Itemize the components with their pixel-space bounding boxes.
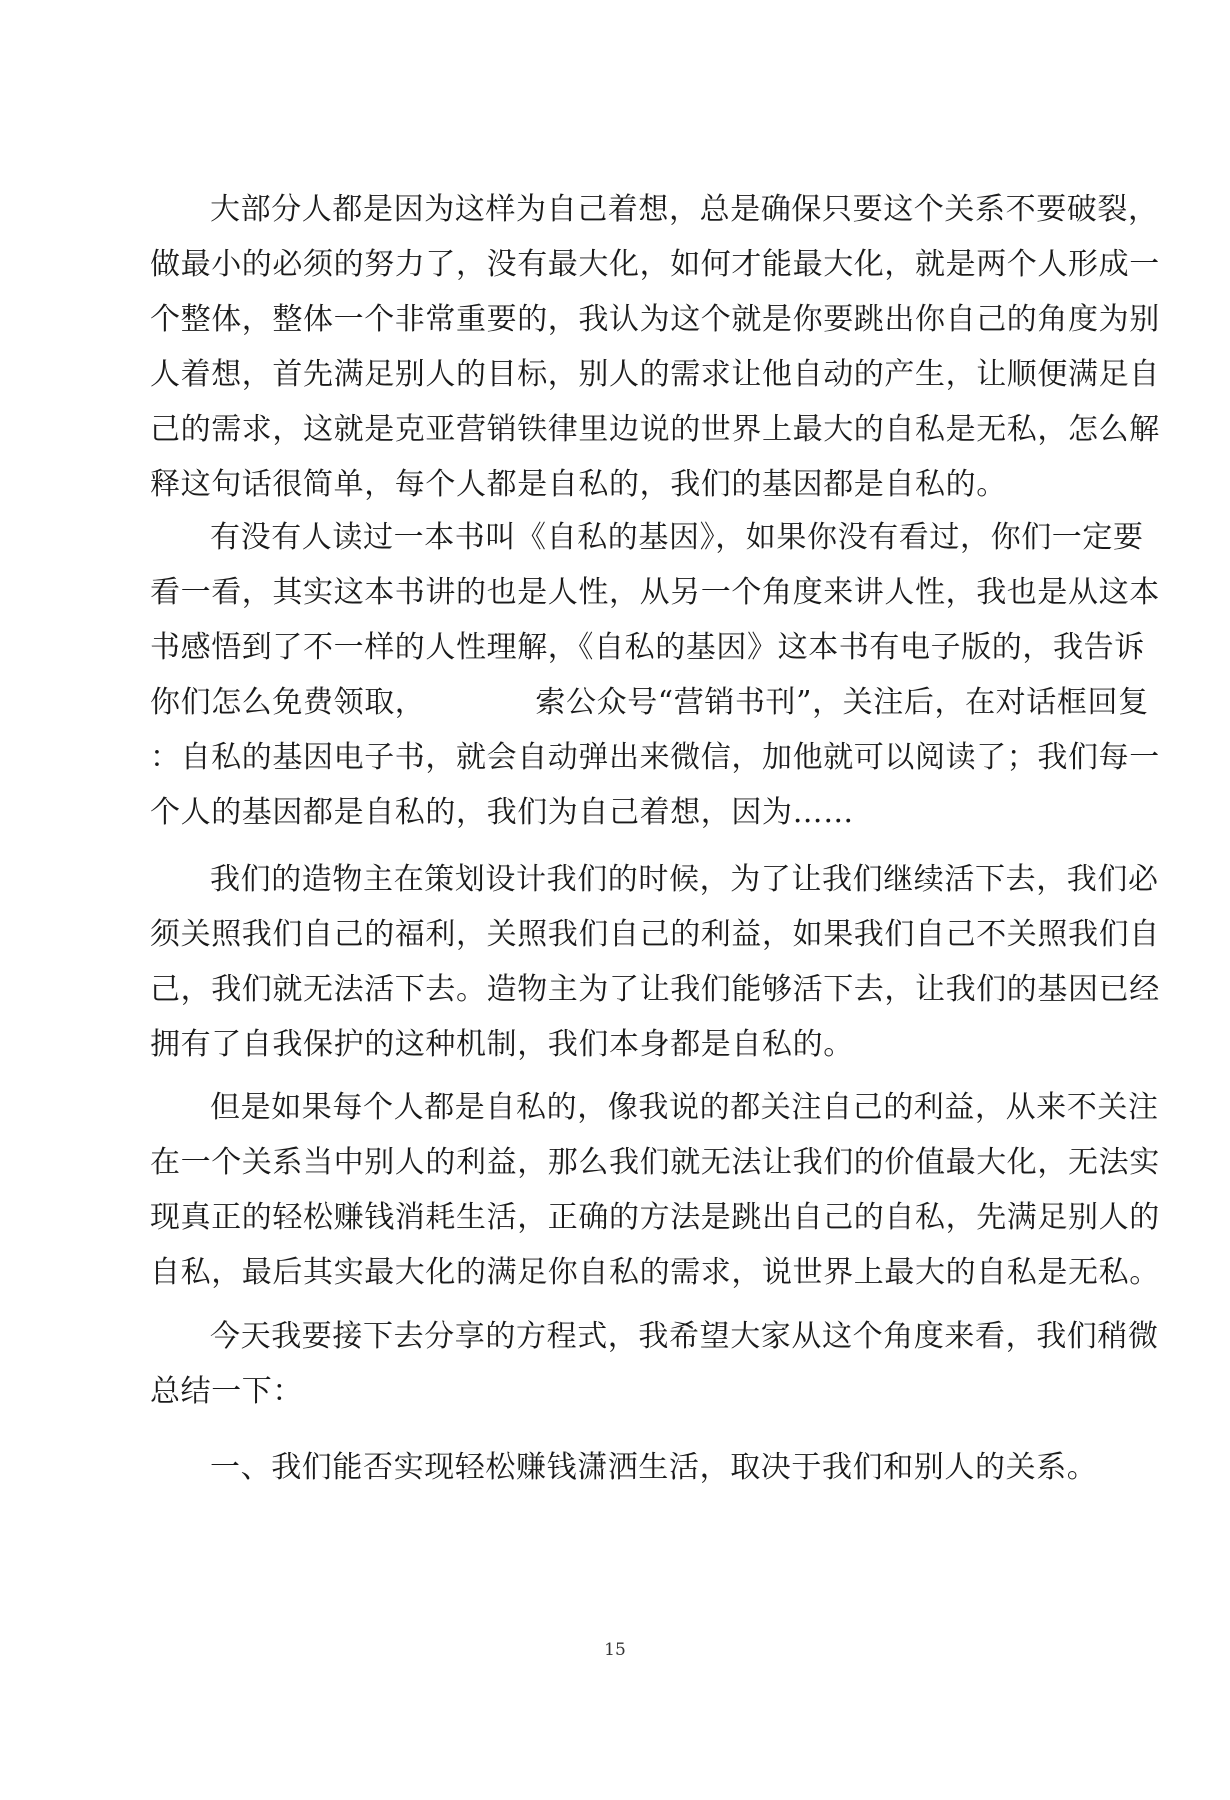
text-line: 一、我们能否实现轻松赚钱潇洒生活，取决于我们和别人的关系。 xyxy=(210,1450,1098,1485)
text-line: 自私，最后其实最大化的满足你自私的需求，说世界上最大的自私是无私。 xyxy=(150,1255,1160,1290)
paragraph-4 xyxy=(150,1080,1160,1300)
text-line: 在一个关系当中别人的利益，那么我们就无法让我们的价值最大化，无法实 xyxy=(150,1145,1160,1180)
text-line: 今天我要接下去分享的方程式，我希望大家从这个角度来看，我们稍微 xyxy=(210,1319,1159,1354)
paragraph-5 xyxy=(150,1309,1159,1419)
text-line: 拥有了自我保护的这种机制，我们本身都是自私的。 xyxy=(150,1027,854,1062)
text-line: 看一看，其实这本书讲的也是人性，从另一个角度来讲人性，我也是从这本 xyxy=(150,575,1160,610)
text-segment: 索公众号“营销书刊”，关注后，在对话框回复 xyxy=(535,685,1149,720)
text-line: 做最小的必须的努力了，没有最大化，如何才能最大化，就是两个人形成一 xyxy=(150,247,1160,282)
text-line: ：自私的基因电子书，就会自动弹出来微信，加他就可以阅读了；我们每一 xyxy=(150,740,1160,775)
paragraph-3 xyxy=(150,852,1160,1072)
text-line: 总结一下： xyxy=(150,1374,303,1409)
page-number: 15 xyxy=(604,1640,626,1660)
text-line: 书感悟到了不一样的人性理解，《自私的基因》这本书有电子版的，我告诉 xyxy=(150,630,1145,665)
text-line: 我们的造物主在策划设计我们的时候，为了让我们继续活下去，我们必 xyxy=(210,862,1159,897)
text-segment: 你们怎么免费领取， xyxy=(150,685,426,720)
text-line: 须关照我们自己的福利，关照我们自己的利益，如果我们自己不关照我们自 xyxy=(150,917,1160,952)
text-line: 己的需求，这就是克亚营销铁律里边说的世界上最大的自私是无私，怎么解 xyxy=(150,412,1160,447)
paragraph-6 xyxy=(150,1440,1098,1495)
text-line: 现真正的轻松赚钱消耗生活，正确的方法是跳出自己的自私，先满足别人的 xyxy=(150,1200,1160,1235)
text-line: 个人的基因都是自私的，我们为自己着想，因为…… xyxy=(150,795,854,830)
text-line: 释这句话很简单，每个人都是自私的，我们的基因都是自私的。 xyxy=(150,467,1007,502)
paragraph-1 xyxy=(150,182,1160,512)
text-line: 个整体，整体一个非常重要的，我认为这个就是你要跳出你自己的角度为别 xyxy=(150,302,1160,337)
text-line: 大部分人都是因为这样为自己着想，总是确保只要这个关系不要破裂， xyxy=(210,192,1159,227)
text-line: 有没有人读过一本书叫《自私的基因》，如果你没有看过，你们一定要 xyxy=(210,520,1144,555)
paragraph-2 xyxy=(150,510,1160,840)
text-line: 但是如果每个人都是自私的，像我说的都关注自己的利益，从来不关注 xyxy=(210,1090,1159,1125)
text-line-with-redaction xyxy=(150,675,1149,730)
text-line: 人着想，首先满足别人的目标，别人的需求让他自动的产生，让顺便满足自 xyxy=(150,357,1160,392)
text-line: 己，我们就无法活下去。造物主为了让我们能够活下去，让我们的基因已经 xyxy=(150,972,1160,1007)
